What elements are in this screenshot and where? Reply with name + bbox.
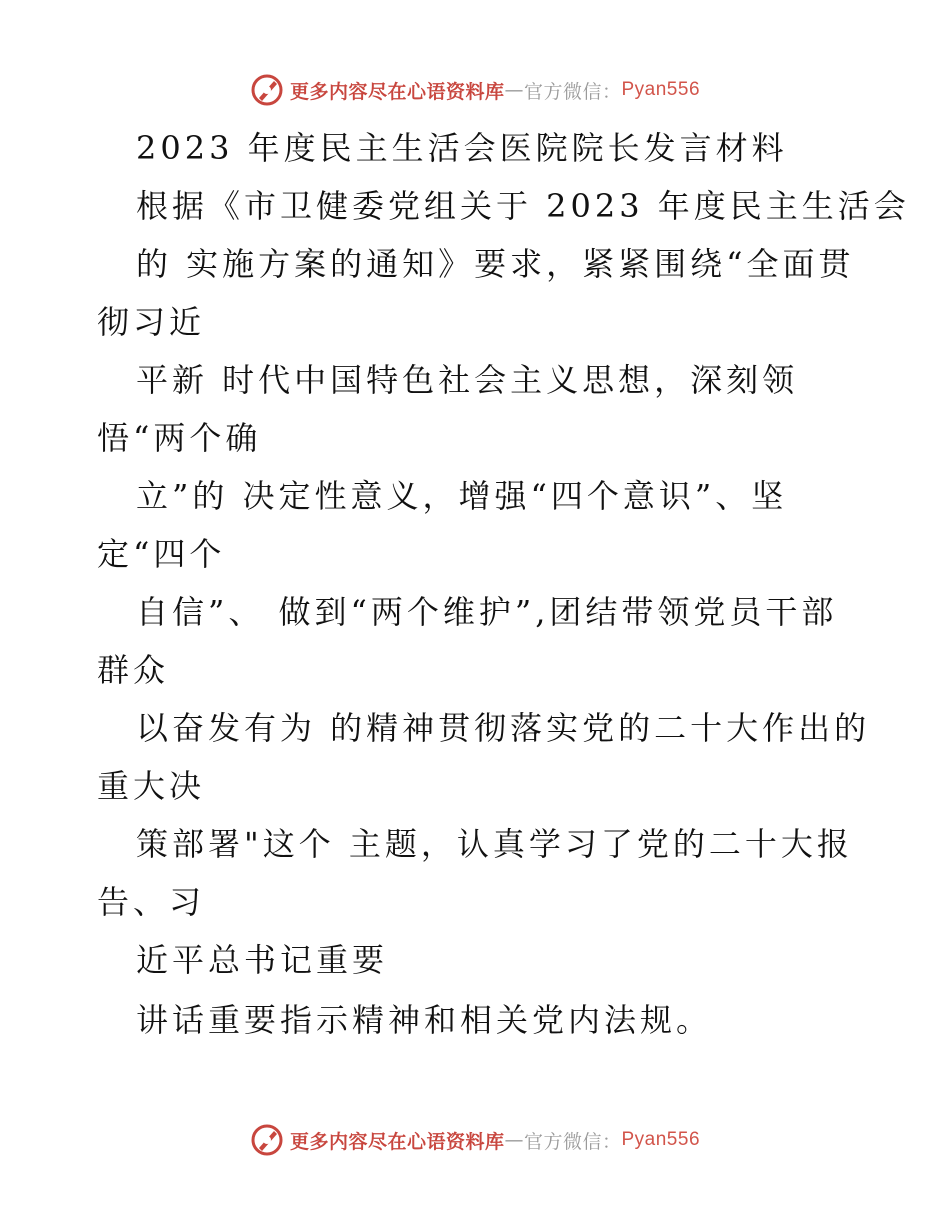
text-line: 以奋发有为 的精神贯彻落实党的二十大作出的 <box>136 709 871 747</box>
text-line: 策部署"这个 主题，认真学习了党的二十大报 <box>136 825 853 863</box>
watermark-grey-text: 官方微信： <box>523 1130 622 1153</box>
text-line: 立”的 决定性意义，增强“四个意识”、坚 <box>136 477 788 515</box>
text-line: 悟“两个确 <box>97 419 262 457</box>
watermark-footer <box>0 1120 950 1160</box>
document-title: 2023 年度民主生活会医院院长发言材料 <box>136 129 788 167</box>
pen-logo-icon <box>250 1123 284 1157</box>
text-line: 根据《市卫健委党组关于 2023 年度民主生活会 <box>136 187 910 225</box>
text-line: 自信”、 做到“两个维护”,团结带领党员干部 <box>136 593 838 631</box>
watermark-header <box>0 70 950 110</box>
text-line: 定“四个 <box>97 535 226 573</box>
watermark-red-text: 更多内容尽在心语资料库 <box>289 1130 505 1153</box>
watermark-dash: — <box>504 79 524 101</box>
watermark-dash: — <box>504 1129 524 1151</box>
text-line: 彻习近 <box>97 303 206 341</box>
text-line: 的 实施方案的通知》要求，紧紧围绕“全面贯 <box>136 245 855 283</box>
text-line: 讲话重要指示精神和相关党内法规。 <box>136 1001 713 1039</box>
text-line: 告、习 <box>97 883 206 921</box>
text-line: 平新 时代中国特色社会主义思想，深刻领 <box>136 361 799 399</box>
text-line: 群众 <box>97 651 170 689</box>
watermark-red-text: 更多内容尽在心语资料库 <box>289 80 505 103</box>
text-line: 近平总书记重要 <box>136 941 389 979</box>
watermark-id: Pyan556 <box>621 1129 701 1150</box>
text-line: 重大决 <box>97 767 206 805</box>
watermark-id: Pyan556 <box>621 79 701 100</box>
watermark-grey-text: 官方微信： <box>523 80 622 103</box>
pen-logo-icon <box>250 73 284 107</box>
